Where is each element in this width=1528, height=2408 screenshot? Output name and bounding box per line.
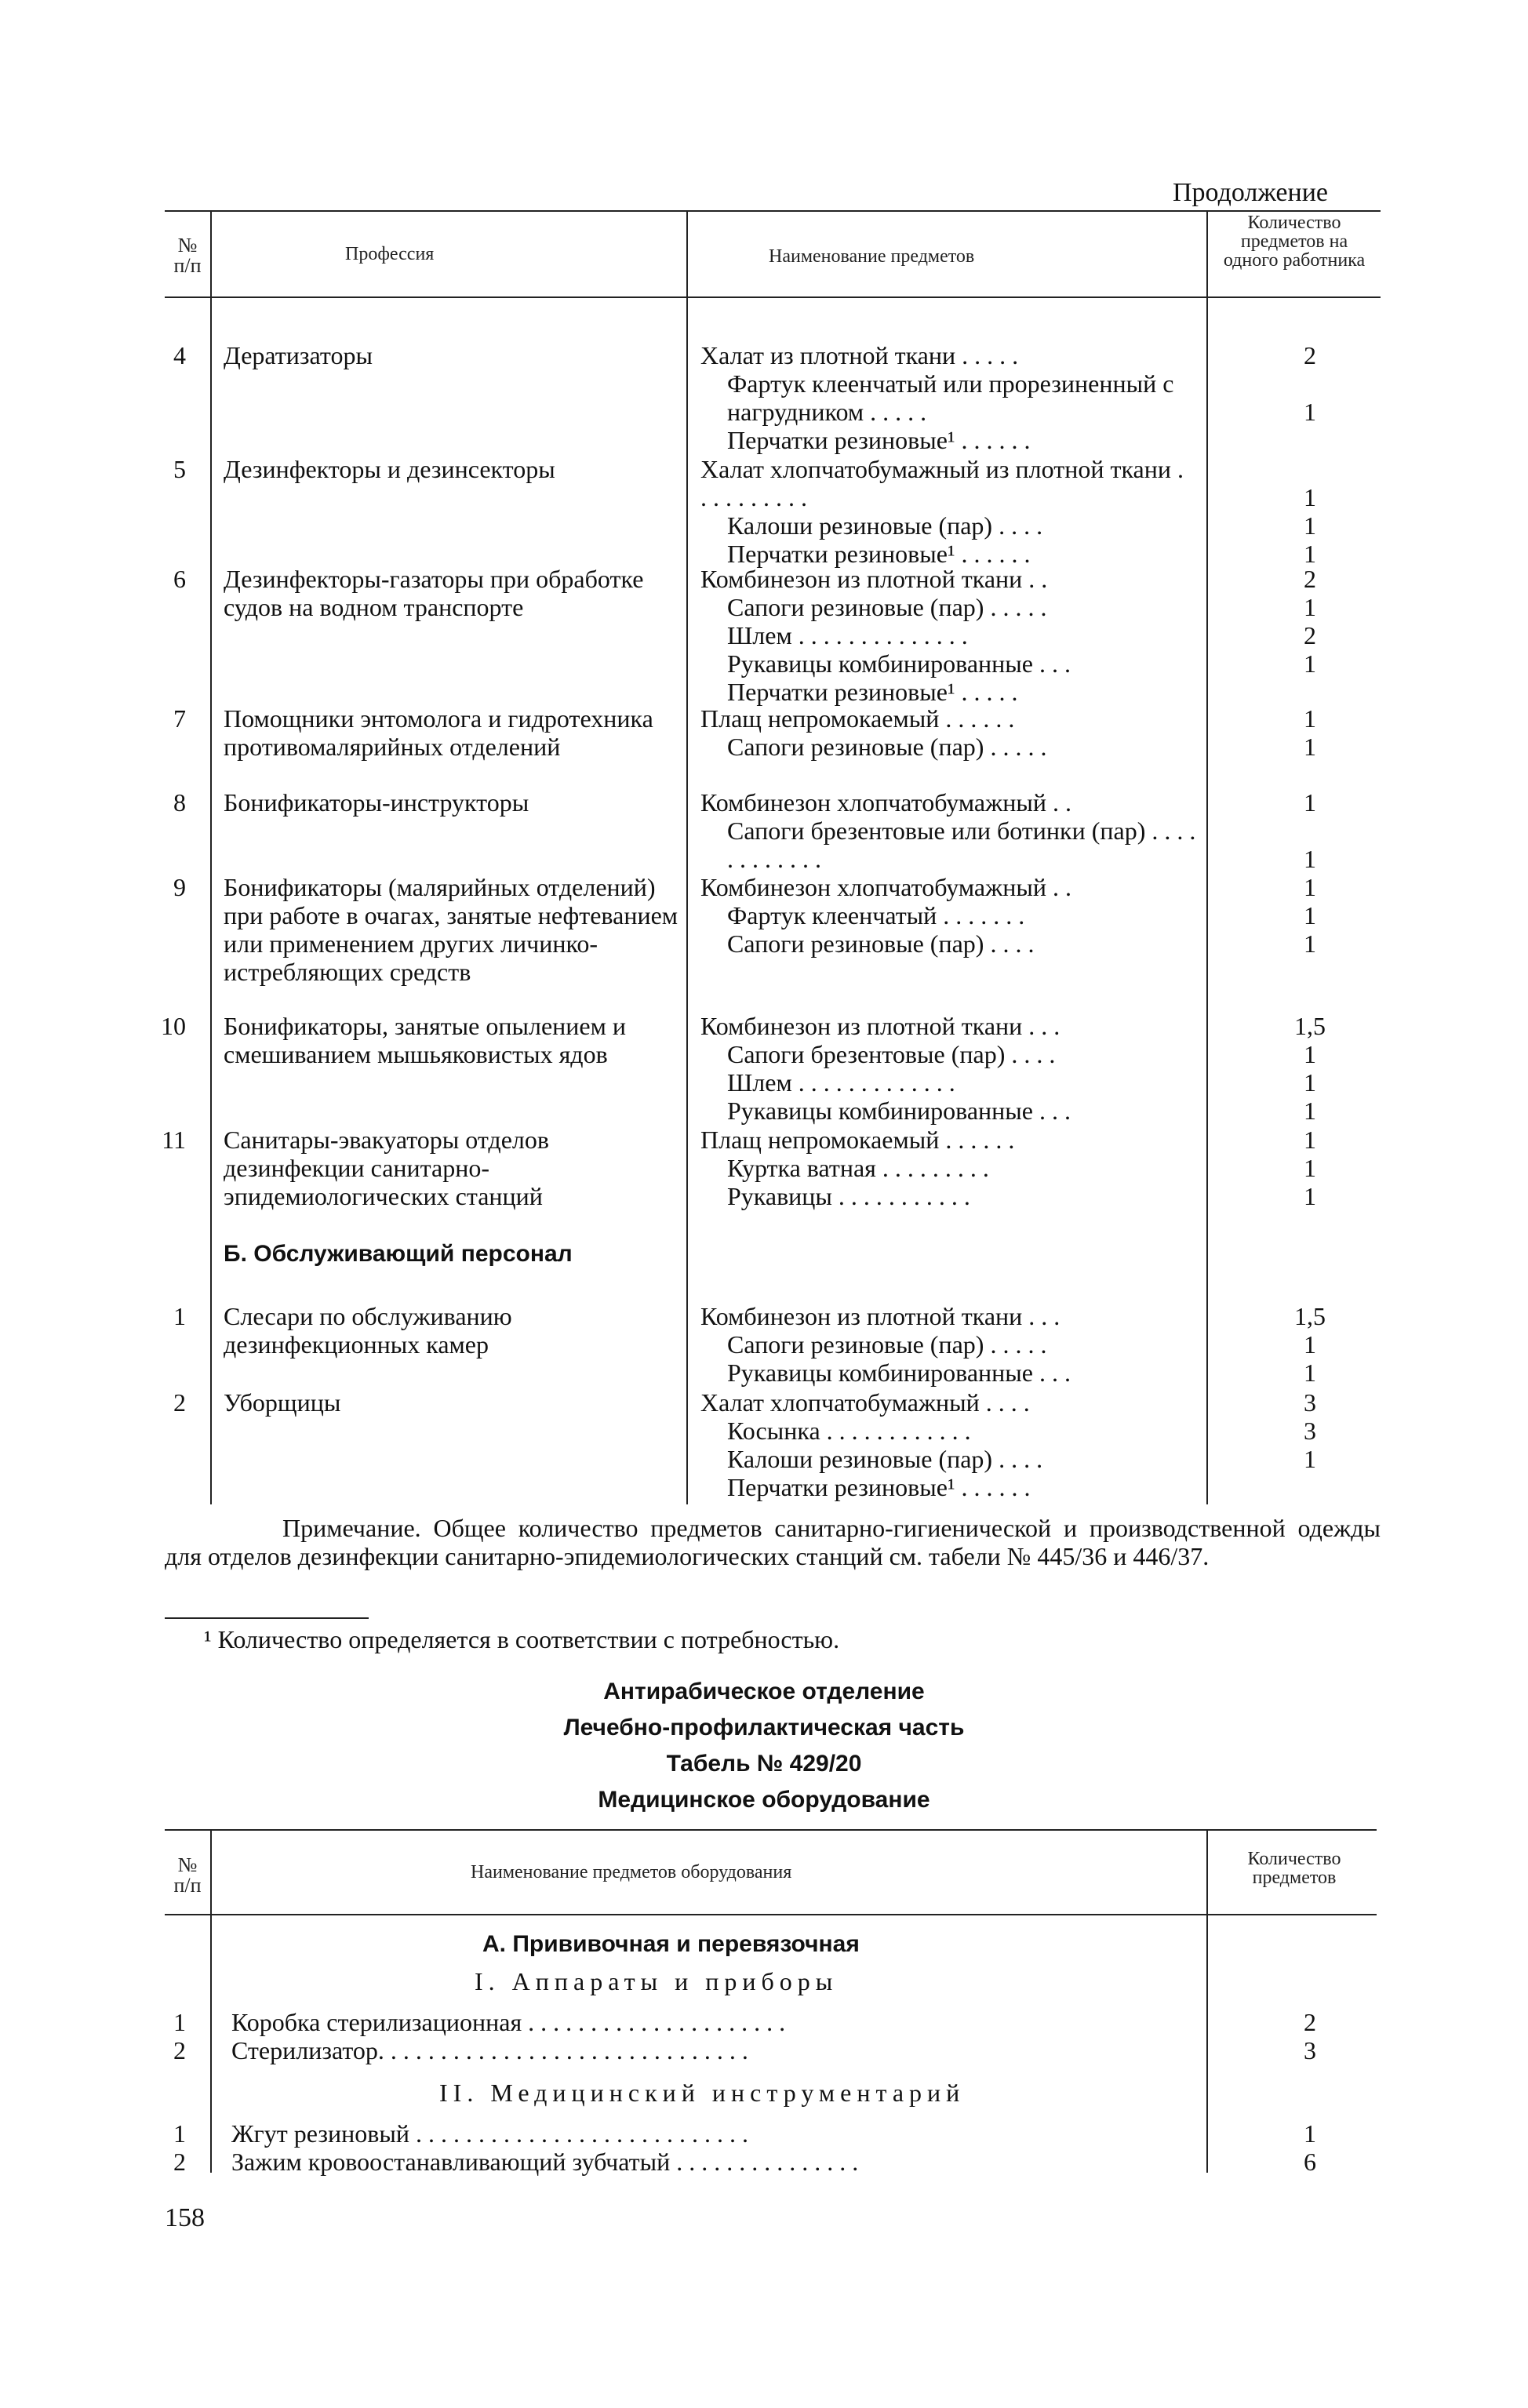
- row-number: 4: [173, 341, 186, 369]
- item-quantity: 1: [1304, 1126, 1316, 1154]
- profession-text: Бонификаторы, занятые опылением и смешиванием мышьяковистых ядов: [224, 1012, 626, 1068]
- item-quantity: 1: [1304, 483, 1316, 511]
- item-quantity: 1: [1304, 1330, 1316, 1359]
- item-text: Рукавицы . . . . . . . . . . .: [727, 1182, 970, 1210]
- t2-sub1: I. Аппараты и приборы: [475, 1967, 839, 1995]
- t2-row-num: 2: [173, 2148, 186, 2176]
- item-quantity: 1: [1304, 1182, 1316, 1210]
- profession-text: Бонификаторы (малярийных отделений) при работе в очагах, занятые нефтеванием или применением других личинко-истребляющих средств: [224, 873, 679, 986]
- row-number: 1: [173, 1302, 186, 1330]
- item-text: Куртка ватная . . . . . . . . .: [727, 1154, 989, 1182]
- t2-header-num: № п/п: [173, 1853, 202, 1897]
- section-b-heading: Б. Обслуживающий персонал: [224, 1241, 573, 1267]
- t2-row-num: 1: [173, 2008, 186, 2036]
- item-quantity: 1: [1304, 1359, 1316, 1387]
- item-quantity: 1: [1304, 901, 1316, 929]
- item-quantity: 1: [1304, 1068, 1316, 1097]
- profession-text: Дезинфекторы-газаторы при обработке судов на водном транспорте: [224, 565, 644, 621]
- section2-line3: Табель № 429/20: [666, 1751, 862, 1777]
- t2-header-items: Наименование предметов оборудования: [471, 1862, 792, 1882]
- item-text: Косынка . . . . . . . . . . . .: [727, 1417, 971, 1445]
- row-number: 5: [173, 455, 186, 483]
- t2-row-item: Стерилизатор. . . . . . . . . . . . . . . . . . . . . . . . . . . . . .: [231, 2036, 748, 2064]
- item-quantity: 1: [1304, 733, 1316, 761]
- item-text: Калоши резиновые (пар) . . . .: [727, 1445, 1043, 1473]
- item-text: Комбинезон из плотной ткани . . .: [700, 1302, 1061, 1330]
- header-profession: Профессия: [345, 244, 435, 264]
- t2-row-item: Жгут резиновый . . . . . . . . . . . . . . . . . . . . . . . . . . .: [231, 2119, 748, 2148]
- row-number: 11: [162, 1126, 186, 1154]
- t2-row-qty: 2: [1304, 2008, 1316, 2036]
- item-quantity: 1: [1304, 1445, 1316, 1473]
- t2-row-qty: 6: [1304, 2148, 1316, 2176]
- item-text: Калоши резиновые (пар) . . . .: [727, 511, 1043, 540]
- item-text: Комбинезон хлопчатобумажный . .: [700, 873, 1071, 901]
- profession-text: Дератизаторы: [224, 341, 373, 369]
- item-quantity: 2: [1304, 565, 1316, 593]
- item-text: Халат хлопчатобумажный из плотной ткани . . . . . . . . . .: [700, 455, 1184, 511]
- item-text: Комбинезон из плотной ткани . .: [700, 565, 1048, 593]
- profession-text: Бонификаторы-инструкторы: [224, 788, 529, 817]
- item-quantity: 1,5: [1294, 1012, 1326, 1040]
- item-quantity: 1: [1304, 873, 1316, 901]
- item-quantity: 1: [1304, 398, 1316, 426]
- t2-row-item: Коробка стерилизационная . . . . . . . . . . . . . . . . . . . . .: [231, 2008, 786, 2036]
- profession-text: Дезинфекторы и дезинсекторы: [224, 455, 555, 483]
- item-text: Сапоги резиновые (пар) . . . .: [727, 929, 1035, 958]
- t2-sub2: II. Медицинский инструментарий: [439, 2079, 966, 2107]
- note-text: Примечание. Общее количество предметов санитарно-гигиенической и производственной одежды для отделов дезинфекции санитарно-эпидемиологических станций см. табели № 445/36 и 446/37.: [165, 1514, 1381, 1570]
- t2-row-qty: 3: [1304, 2036, 1316, 2064]
- item-text: Плащ непромокаемый . . . . . .: [700, 1126, 1015, 1154]
- item-text: Сапоги брезентовые или ботинки (пар) . . . . . . . . . . . .: [727, 817, 1196, 873]
- item-text: Рукавицы комбинированные . . .: [727, 649, 1071, 678]
- t2-row-qty: 1: [1304, 2119, 1316, 2148]
- t2-section-a: А. Прививочная и перевязочная: [482, 1931, 860, 1957]
- section2-line1: Антирабическое отделение: [603, 1679, 925, 1704]
- item-text: Перчатки резиновые¹ . . . . . .: [727, 426, 1031, 454]
- item-quantity: 1: [1304, 540, 1316, 568]
- continuation-label: Продолжение: [1173, 178, 1329, 207]
- item-text: Перчатки резиновые¹ . . . . . .: [727, 1473, 1031, 1501]
- item-text: Сапоги резиновые (пар) . . . . .: [727, 593, 1047, 621]
- item-quantity: 1: [1304, 1040, 1316, 1068]
- item-quantity: 2: [1304, 341, 1316, 369]
- item-text: Рукавицы комбинированные . . .: [727, 1097, 1071, 1125]
- item-text: Комбинезон хлопчатобумажный . .: [700, 788, 1071, 817]
- profession-text: Уборщицы: [224, 1388, 341, 1417]
- row-number: 2: [173, 1388, 186, 1417]
- row-number: 8: [173, 788, 186, 817]
- item-text: Халат из плотной ткани . . . . .: [700, 341, 1019, 369]
- row-number: 10: [161, 1012, 186, 1040]
- header-quantity: Количество предметов на одного работника: [1223, 213, 1366, 271]
- item-quantity: 3: [1304, 1388, 1316, 1417]
- item-quantity: 1: [1304, 845, 1316, 873]
- item-quantity: 1: [1304, 1097, 1316, 1125]
- item-quantity: 1: [1304, 1154, 1316, 1182]
- item-quantity: 1: [1304, 704, 1316, 733]
- item-text: Шлем . . . . . . . . . . . . .: [727, 1068, 955, 1097]
- item-quantity: 1: [1304, 593, 1316, 621]
- item-quantity: 2: [1304, 621, 1316, 649]
- item-text: Перчатки резиновые¹ . . . . . .: [727, 540, 1031, 568]
- item-text: Фартук клеенчатый или прорезиненный с нагрудником . . . . .: [727, 369, 1174, 426]
- item-quantity: 1: [1304, 929, 1316, 958]
- header-items: Наименование предметов: [769, 246, 975, 267]
- item-text: Шлем . . . . . . . . . . . . . .: [727, 621, 968, 649]
- item-text: Сапоги резиновые (пар) . . . . .: [727, 733, 1047, 761]
- t2-row-item: Зажим кровоостанавливающий зубчатый . . . . . . . . . . . . . . .: [231, 2148, 859, 2176]
- item-quantity: 1: [1304, 788, 1316, 817]
- profession-text: Слесари по обслуживанию дезинфекционных камер: [224, 1302, 512, 1359]
- page-number: 158: [165, 2203, 205, 2232]
- section2-line4: Медицинское оборудование: [598, 1787, 930, 1813]
- header-num: № п/п: [173, 234, 202, 277]
- profession-text: Помощники энтомолога и гидротехника противомалярийных отделений: [224, 704, 653, 761]
- item-text: Халат хлопчатобумажный . . . .: [700, 1388, 1030, 1417]
- item-text: Комбинезон из плотной ткани . . .: [700, 1012, 1061, 1040]
- item-text: Сапоги резиновые (пар) . . . . .: [727, 1330, 1047, 1359]
- footnote-text: ¹ Количество определяется в соответствии с потребностью.: [204, 1625, 840, 1653]
- row-number: 9: [173, 873, 186, 901]
- t2-row-num: 1: [173, 2119, 186, 2148]
- item-text: Рукавицы комбинированные . . .: [727, 1359, 1071, 1387]
- profession-text: Санитары-эвакуаторы отделов дезинфекции санитарно-эпидемиологических станций: [224, 1126, 549, 1210]
- row-number: 6: [173, 565, 186, 593]
- item-text: Плащ непромокаемый . . . . . .: [700, 704, 1015, 733]
- t2-row-num: 2: [173, 2036, 186, 2064]
- item-quantity: 1: [1304, 649, 1316, 678]
- item-text: Перчатки резиновые¹ . . . . .: [727, 678, 1018, 706]
- t2-header-quantity: Количество предметов: [1247, 1849, 1341, 1888]
- section2-line2: Лечебно-профилактическая часть: [563, 1715, 965, 1741]
- item-quantity: 1: [1304, 511, 1316, 540]
- row-number: 7: [173, 704, 186, 733]
- item-text: Фартук клеенчатый . . . . . . .: [727, 901, 1025, 929]
- item-text: Сапоги брезентовые (пар) . . . .: [727, 1040, 1056, 1068]
- item-quantity: 1,5: [1294, 1302, 1326, 1330]
- item-quantity: 3: [1304, 1417, 1316, 1445]
